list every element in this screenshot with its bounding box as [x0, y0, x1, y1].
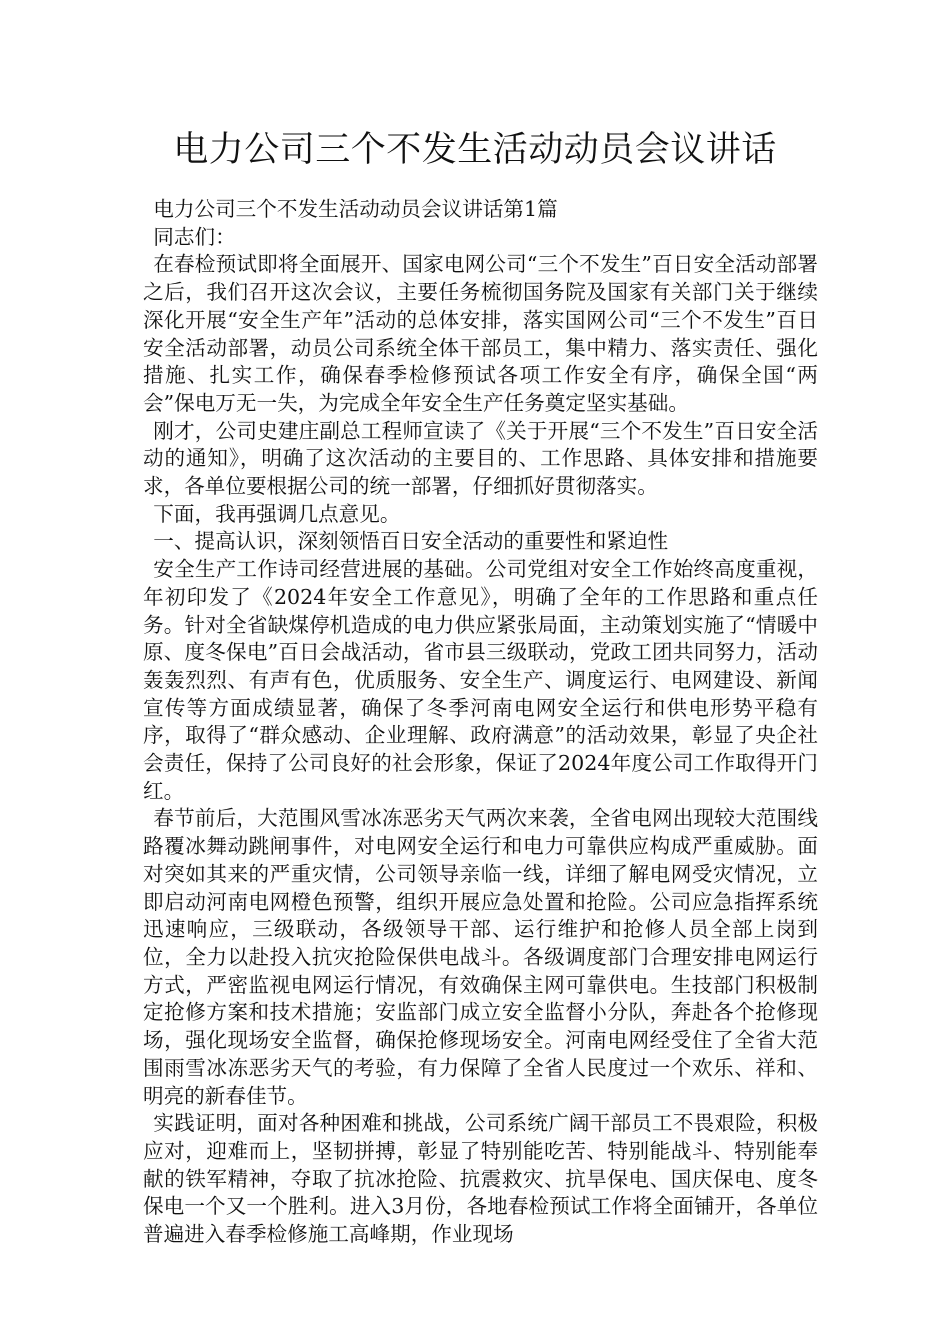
document-body — [143, 196, 818, 1249]
paragraph-practice: 实践证明，面对各种困难和挑战，公司系统广阔干部员工不畏艰险，积极应对，迎难而上，坚韧拼搏，彰显了特别能吃苦、特别能战斗、特别能奉献的铁军精神，夺取了抗冰抢险、抗震救灾、抗旱保电、国庆保电、度冬保电一个又一个胜利。进入3月份，各地春检预试工作将全面铺开，各单位普遍进入春季检修施工高峰期，作业现场 — [143, 1111, 818, 1247]
paragraph-notice: 刚才，公司史建庄副总工程师宣读了《关于开展“三个不发生”百日安全活动的通知》，明确了这次活动的主要目的、工作思路、具体安排和措施要求，各单位要根据公司的统一部署，仔细抓好贯彻落实。 — [143, 418, 818, 499]
article-heading: 电力公司三个不发生活动动员会议讲话第1篇 — [153, 197, 558, 221]
section-heading-1: 一、提高认识，深刻领悟百日安全活动的重要性和紧迫性 — [153, 529, 669, 554]
paragraph-transition: 下面，我再强调几点意见。 — [153, 501, 401, 526]
document-title: 电力公司三个不发生活动动员会议讲话 — [173, 130, 777, 170]
paragraph-safety-foundation: 安全生产工作诗司经营进展的基础。公司党组对安全工作始终高度重视，年初印发了《2024年安全工作意见》，明确了全年的工作思路和重点任务。针对全省缺煤停机造成的电力供应紧张局面，主动策划实施了“情暖中原、度冬保电”百日会战活动，省市县三级联动，党政工团共同努力，活动轰轰烈烈、有声有色，优质服务、安全生产、调度运行、电网建设、新闻宣传等方面成绩显著，确保了冬季河南电网安全运行和供电形势平稳有序，取得了“群众感动、企业理解、政府满意”的活动效果，彰显了央企社会责任，保持了公司良好的社会形象，保证了2024年度公司工作取得开门红。 — [143, 557, 818, 803]
salutation: 同志们： — [153, 224, 236, 249]
paragraph-intro: 在春检预试即将全面展开、国家电网公司“三个不发生”百日安全活动部署之后，我们召开这次会议，主要任务梳彻国务院及国家有关部门关于继续深化开展“安全生产年”活动的总体安排，落实国网公司“三个不发生”百日安全活动部署，动员公司系统全体干部员工，集中精力、落实责任、强化措施、扎实工作，确保春季检修预试各项工作安全有序，确保全国“两会”保电万无一失，为完成全年安全生产任务奠定坚实基础。 — [143, 252, 818, 415]
paragraph-spring-festival: 春节前后，大范围风雪冰冻恶劣天气两次来袭，全省电网出现较大范围线路覆冰舞动跳闸事件，对电网安全运行和电力可靠供应构成严重威胁。面对突如其来的严重灾情，公司领导亲临一线，详细了解电网受灾情况，立即启动河南电网橙色预警，组织开展应急处置和抢险。公司应急指挥系统迅速响应，三级联动，各级领导干部、运行维护和抢修人员全部上岗到位，全力以赴投入抗灾抢险保供电战斗。各级调度部门合理安排电网运行方式，严密监视电网运行情况，有效确保主网可靠供电。生技部门积极制定抢修方案和技术措施；安监部门成立安全监督小分队，奔赴各个抢修现场，强化现场安全监督，确保抢修现场安全。河南电网经受住了全省大范围雨雪冰冻恶劣天气的考验，有力保障了全省人民度过一个欢乐、祥和、明亮的新春佳节。 — [143, 806, 818, 1108]
